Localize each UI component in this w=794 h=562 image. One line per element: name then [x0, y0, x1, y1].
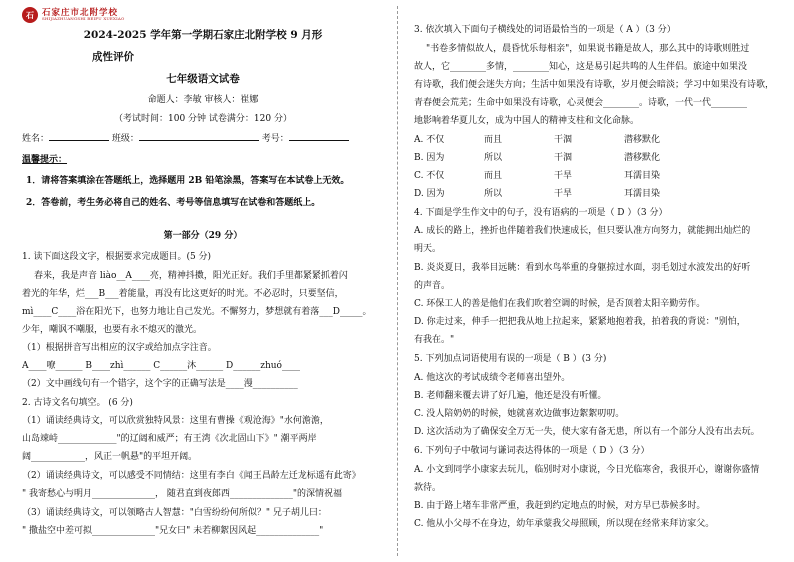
school-logo: [22, 6, 124, 24]
reminder-item-2: 2．答卷前，考生务必将自己的姓名、考号等信息填写在试卷和答题纸上。: [26, 198, 321, 208]
exam-title-line2: 成性评价: [92, 51, 134, 63]
question-3: 3. 依次填入下面句子横线处的词语最恰当的一项是（ A ）（3 分）: [414, 25, 676, 35]
q5-option-d[interactable]: D. 这次活动为了确保安全万无一失，使大家有备无患，所以有一个部分人没有出去玩。: [414, 427, 760, 437]
id-field[interactable]: [289, 140, 349, 141]
q1-sub1: （1）根据拼音写出相应的汉字或给加点字注音。: [22, 343, 217, 353]
q3-passage-line2: 故人，它________多情，________知心，这是易引起共鸣的人生伴侣。旅途中如果没: [414, 62, 748, 72]
exam-title-line1: 2024-2025 学年第一学期石家庄北附学校 9 月形: [83, 29, 323, 41]
q1-passage-line4: 少年，嘲讽不嘲服，也要有永不熄灭的激光。: [22, 325, 203, 335]
q1-passage-line2: 着光的年华，烂___B___着能量，再没有比这更好的时光。不必忍时，只要坚信，: [22, 289, 344, 299]
q2-3-line1: （3）诵读经典诗文，可以领略古人智慧："白雪纷纷何所似？" 兄子胡儿曰：: [22, 508, 327, 518]
q1-passage-line3: mì____C____浴在阳光下，也努力地让自己发光。不懈努力，梦想就有着落___D_____。: [22, 307, 372, 317]
class-field[interactable]: [139, 140, 259, 141]
q1-sub2: （2）文中画线句有一个错字，这个字的正确写法是____漫__________: [22, 379, 298, 389]
question-1: 1. 读下面这段文字，根据要求完成题目。(5 分): [22, 252, 212, 262]
q3-option-b[interactable]: B. 因为 所以 干涸 潜移默化: [414, 153, 661, 163]
left-column: [22, 0, 384, 562]
q6-option-a-line1[interactable]: A. 小文到同学小康家去玩儿，临别时对小康说，今日光临寒舍，我很开心，谢谢你盛情: [414, 465, 760, 475]
q4-option-d-line2: 有我在。": [414, 335, 455, 345]
q2-1-line3: 阔____________，风正一帆悬"的平坦开阔。: [22, 452, 198, 462]
id-label: 考号：: [261, 134, 289, 144]
exam-authors: 命题人：李敏 审核人：崔娜: [147, 95, 259, 105]
student-info-row: [22, 133, 384, 145]
column-divider: [397, 6, 398, 556]
q3-passage-line3: 有诗歌，我们便会迷失方向；生活中如果没有诗歌，岁月便会暗淡；学习中如果没有诗歌，: [414, 80, 775, 90]
q3-option-c[interactable]: C. 不仅 而且 干旱 耳濡目染: [414, 171, 661, 181]
q2-2-line1: （2）诵读经典诗文，可以感受不同情结：这里有李白《闻王昌龄左迁龙标遥有此寄》: [22, 471, 361, 481]
exam-subtitle: 七年级语文试卷: [166, 73, 240, 85]
exam-time-info: （考试时间：100 分钟 试卷满分：120 分）: [114, 114, 292, 124]
question-5: 5. 下列加点词语使用有误的一项是（ B ）(3 分): [414, 354, 607, 364]
q2-1-line2: 山岛竦峙_____________"的辽阔和威严；有王湾《次北固山下》" 潮平两岸: [22, 434, 317, 444]
q3-passage-line5: 地影响着华夏儿女，成为中国人的精神支柱和文化命脉。: [414, 116, 640, 126]
q4-option-a-line1[interactable]: A. 成长的路上，挫折也伴随着我们快速成长，但只要认准方向努力，就能拥出灿烂的: [414, 226, 751, 236]
q1-passage-line1: 春来，我是声音 liào__A____亮，精神抖擞，阳光正好。我们手里都紧紧抓着闪: [34, 271, 348, 281]
q4-option-c[interactable]: C. 环保工人的善是他们在我们吹着空调的时候，是否顶着太阳辛勤劳作。: [414, 299, 706, 309]
q5-option-b[interactable]: B. 老师翻来覆去讲了好几遍，他还是没有听懂。: [414, 391, 607, 401]
question-4: 4. 下面是学生作文中的句子，没有语病的一项是（ D ）（3 分）: [414, 208, 668, 218]
q3-option-a[interactable]: A. 不仅 而且 干涸 潜移默化: [414, 135, 661, 145]
logo-english-name: SHIJIAZHUANGSHI BEIFU XUEXIAO: [42, 16, 125, 22]
q3-passage-line4: 青春便会荒芜；生命中如果没有诗歌，心灵便会________。诗歌，一代一代________: [414, 98, 748, 108]
q2-2-line2: " 我寄愁心与明月______________， 随君直到夜郎西______________"的深情祝福: [22, 489, 343, 499]
q4-option-a-line2: 明天。: [414, 244, 442, 254]
q1-sub1-answers: A____嘹______ B____zhì______ C______沐______ D______zhuó____: [22, 361, 300, 371]
name-field[interactable]: [49, 140, 109, 141]
q2-3-line2: " 撒盐空中差可拟______________"兄女曰" 未若柳絮因风起______________": [22, 526, 324, 536]
right-column: [414, 0, 776, 562]
question-2: 2. 古诗文名句填空。 (6 分): [22, 398, 133, 408]
q6-option-b[interactable]: B. 由于路上堵车非常严重，我赶到约定地点的时候，对方早已恭候多时。: [414, 501, 706, 511]
q4-option-b-line2: 的声音。: [414, 281, 451, 291]
name-label: 姓名：: [22, 134, 50, 144]
q6-option-c[interactable]: C. 他从小父母不在身边，幼年承蒙我父母照顾，所以现在经常来拜访家父。: [414, 519, 715, 529]
reminder-item-1: 1．请将答案填涂在答题纸上，选择题用 2B 铅笔涂黑，答案写在本试卷上无效。: [26, 176, 350, 186]
q2-1-line1: （1）诵读经典诗文，可以欣赏独特风景：这里有曹操《观沧海》"水何澹澹，: [22, 416, 329, 426]
logo-chinese-name: 石家庄市北附学校: [42, 7, 119, 18]
question-6: 6. 下列句子中敬词与谦词表达得体的一项是（ D ）（3 分）: [414, 446, 650, 456]
reminder-title: 温馨提示：: [22, 155, 68, 165]
q4-option-d-line1[interactable]: D. 你走过来，伸手一把把我从地上拉起来，紧紧地抱着我，拍着我的背说："别怕，: [414, 317, 746, 327]
school-seal-icon: 石: [22, 7, 38, 23]
q4-option-b-line1[interactable]: B. 炎炎夏日，我举目远眺：看到水鸟举重的身躯掠过水面，羽毛划过水波发出的好听: [414, 263, 751, 273]
q5-option-c[interactable]: C. 没人陪奶奶的时候，她就喜欢边做事边絮絮叨叨。: [414, 409, 625, 419]
q3-option-d[interactable]: D. 因为 所以 干旱 耳濡目染: [414, 189, 661, 199]
q5-option-a[interactable]: A. 他这次的考试成绩令老师喜出望外。: [414, 373, 571, 383]
q3-passage-line1: "书卷多情似故人，晨昏忧乐每相亲"，如果说书籍是故人，那么其中的诗歌则胜过: [426, 44, 750, 54]
part1-title: 第一部分（29 分）: [163, 231, 243, 241]
class-label: 班级：: [111, 134, 139, 144]
q6-option-a-line2: 款待。: [414, 483, 442, 493]
